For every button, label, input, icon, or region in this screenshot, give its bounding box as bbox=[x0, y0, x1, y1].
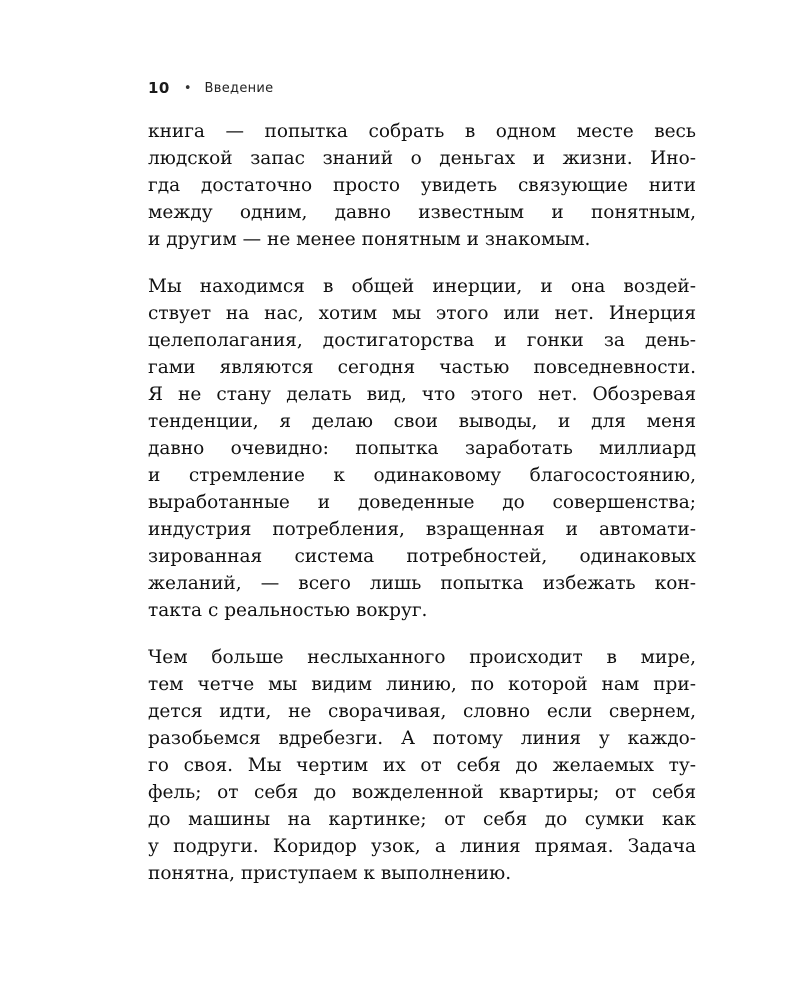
text-line: людской запас знаний о деньгах и жизни. Ино- bbox=[148, 148, 696, 169]
text-line: Я не стану делать вид, что этого нет. Обозревая bbox=[148, 384, 696, 405]
section-title: Введение bbox=[204, 80, 274, 96]
text-line: такта с реальностью вокруг. bbox=[148, 600, 428, 621]
paragraph-3 bbox=[148, 644, 696, 887]
text-line: зированная система потребностей, одинаковых bbox=[148, 546, 696, 567]
text-line: дется идти, не сворачивая, словно если свернем, bbox=[148, 701, 696, 722]
text-line: до машины на картинке; от себя до сумки как bbox=[148, 809, 696, 830]
text-line: фель; от себя до вожделенной квартиры; от себя bbox=[148, 782, 696, 803]
text-line: Чем больше неслыханного происходит в мире, bbox=[148, 647, 696, 668]
text-line: тенденции, я делаю свои выводы, и для меня bbox=[148, 411, 696, 432]
text-line: желаний, — всего лишь попытка избежать кон- bbox=[148, 573, 696, 594]
body-text bbox=[148, 118, 696, 907]
paragraph-1 bbox=[148, 118, 696, 253]
text-line: гда достаточно просто увидеть связующие нити bbox=[148, 175, 696, 196]
text-line: книга — попытка собрать в одном месте весь bbox=[148, 121, 696, 142]
text-line: ствует на нас, хотим мы этого или нет. Инерция bbox=[148, 303, 696, 324]
text-line: целеполагания, достигаторства и гонки за день- bbox=[148, 330, 696, 351]
running-head bbox=[148, 77, 273, 99]
bullet-separator: • bbox=[183, 80, 192, 96]
text-line: тем четче мы видим линию, по которой нам при- bbox=[148, 674, 696, 695]
text-line: и другим — не менее понятным и знакомым. bbox=[148, 229, 591, 250]
text-line: и стремление к одинаковому благосостоянию, bbox=[148, 465, 696, 486]
page-number: 10 bbox=[148, 79, 170, 97]
text-line: давно очевидно: попытка заработать миллиард bbox=[148, 438, 696, 459]
text-line: разобьемся вдребезги. А потому линия у каждо- bbox=[148, 728, 696, 749]
paragraph-2 bbox=[148, 273, 696, 624]
text-line: гами являются сегодня частью повседневности. bbox=[148, 357, 696, 378]
text-line: между одним, давно известным и понятным, bbox=[148, 202, 696, 223]
text-line: го своя. Мы чертим их от себя до желаемых ту- bbox=[148, 755, 696, 776]
text-line: Мы находимся в общей инерции, и она воздей- bbox=[148, 276, 696, 297]
text-line: индустрия потребления, взращенная и автомати- bbox=[148, 519, 696, 540]
text-line: у подруги. Коридор узок, а линия прямая. Задача bbox=[148, 836, 696, 857]
text-line: выработанные и доведенные до совершенства; bbox=[148, 492, 696, 513]
text-line: понятна, приступаем к выполнению. bbox=[148, 863, 512, 884]
